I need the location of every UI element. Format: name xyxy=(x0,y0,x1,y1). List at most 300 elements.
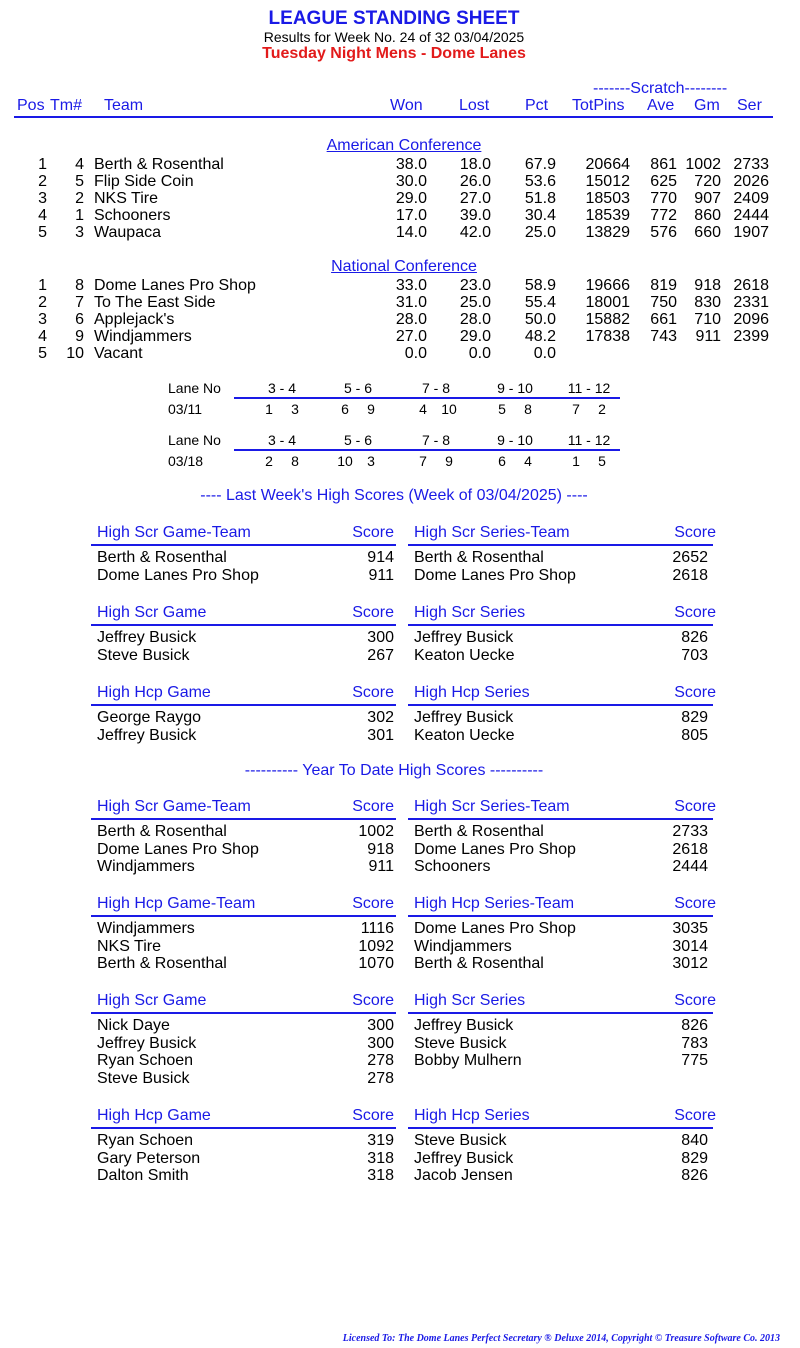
cell-totpins: 15882 xyxy=(585,311,630,328)
cell-tm: 10 xyxy=(66,345,84,362)
score-value: 826 xyxy=(681,1167,708,1184)
score-value: 829 xyxy=(681,709,708,726)
lane-pair: 9 - 10 xyxy=(497,432,533,448)
bowler-name: Nick Daye xyxy=(97,1017,170,1034)
high-score-table-header xyxy=(91,798,396,820)
cell-ser: 2409 xyxy=(733,190,769,207)
high-score-table-header xyxy=(408,798,716,820)
cell-pct: 53.6 xyxy=(524,173,556,190)
ytd-title: ---------- Year To Date High Scores ---------- xyxy=(244,762,544,779)
cell-tm: 7 xyxy=(75,294,84,311)
cell-gm: 860 xyxy=(694,207,721,224)
lane-rule xyxy=(234,397,620,399)
high-score-row xyxy=(91,858,396,876)
col-lost: Lost xyxy=(459,97,490,114)
cell-won: 33.0 xyxy=(395,277,427,294)
score-label: Score xyxy=(352,798,394,815)
standings-row xyxy=(0,277,800,294)
cell-pct: 67.9 xyxy=(524,156,556,173)
cell-lost: 39.0 xyxy=(459,207,491,224)
high-score-row xyxy=(91,938,396,956)
high-score-row xyxy=(91,1132,396,1150)
table-title: High Hcp Series-Team xyxy=(414,895,575,912)
bowler-name: Jeffrey Busick xyxy=(97,1034,197,1052)
high-score-row xyxy=(408,1150,713,1168)
bowler-name: Berth & Rosenthal xyxy=(414,823,544,840)
high-score-row xyxy=(408,920,713,938)
matchup-team: 6 xyxy=(498,453,506,469)
cell-pct: 48.2 xyxy=(524,328,556,345)
bowler-name: Ryan Schoen xyxy=(97,1052,194,1069)
standings-row xyxy=(0,224,800,241)
high-score-row xyxy=(408,841,713,859)
cell-won: 31.0 xyxy=(395,294,427,311)
cell-pos: 2 xyxy=(38,294,47,311)
cell-pos: 1 xyxy=(38,156,47,173)
score-value: 300 xyxy=(367,1017,394,1034)
high-score-row xyxy=(91,1017,396,1035)
standings-row xyxy=(0,345,800,362)
matchup-team: 4 xyxy=(419,401,427,417)
high-score-table-header xyxy=(408,604,716,626)
high-score-row xyxy=(91,629,396,647)
high-score-row xyxy=(408,629,713,647)
cell-team: Berth & Rosenthal xyxy=(94,156,224,173)
cell-ave: 576 xyxy=(650,224,677,241)
cell-won: 28.0 xyxy=(395,311,427,328)
score-value: 783 xyxy=(681,1034,708,1052)
high-score-row xyxy=(408,955,713,973)
cell-team: Vacant xyxy=(94,345,143,362)
cell-ser: 2399 xyxy=(733,328,769,345)
cell-gm: 830 xyxy=(694,294,721,311)
cell-won: 14.0 xyxy=(395,224,427,241)
score-value: 302 xyxy=(367,709,394,726)
high-score-table xyxy=(91,798,396,876)
matchup-team: 10 xyxy=(337,453,353,469)
cell-won: 0.0 xyxy=(404,345,427,362)
cell-won: 29.0 xyxy=(395,190,427,207)
bowler-name: Berth & Rosenthal xyxy=(414,549,544,566)
score-label: Score xyxy=(674,1107,716,1124)
cell-pos: 1 xyxy=(38,277,47,294)
cell-tm: 1 xyxy=(75,207,84,224)
bowler-name: Gary Peterson xyxy=(97,1149,201,1167)
standings-row xyxy=(0,207,800,224)
high-score-row xyxy=(408,858,713,876)
score-value: 1092 xyxy=(358,937,394,955)
col-totpins: TotPins xyxy=(572,97,625,114)
table-title: High Hcp Series xyxy=(414,1107,530,1124)
cell-team: Schooners xyxy=(94,207,171,224)
bowler-name: Jeffrey Busick xyxy=(97,629,197,646)
bowler-name: Steve Busick xyxy=(414,1034,507,1052)
cell-won: 17.0 xyxy=(395,207,427,224)
cell-tm: 9 xyxy=(75,328,84,345)
high-score-row xyxy=(408,709,713,727)
high-score-table xyxy=(91,524,396,584)
score-value: 2733 xyxy=(672,823,708,840)
schedule-date: 03/11 xyxy=(168,401,202,417)
cell-lost: 29.0 xyxy=(459,328,491,345)
cell-ser: 1907 xyxy=(733,224,769,241)
high-score-table xyxy=(91,895,396,973)
score-value: 840 xyxy=(681,1132,708,1149)
matchup-team: 3 xyxy=(291,401,299,417)
bowler-name: Dalton Smith xyxy=(97,1167,189,1184)
high-score-table xyxy=(91,684,396,744)
lane-pair: 3 - 4 xyxy=(267,432,296,448)
score-value: 1116 xyxy=(360,920,394,937)
high-score-row xyxy=(91,1035,396,1053)
score-label: Score xyxy=(352,684,394,701)
matchup-team: 9 xyxy=(445,453,453,469)
lane-pair: 11 - 12 xyxy=(567,380,611,396)
matchup-team: 5 xyxy=(598,453,606,469)
cell-ser: 2026 xyxy=(733,173,769,190)
cell-tm: 3 xyxy=(75,224,84,241)
high-score-row xyxy=(91,709,396,727)
lane-pair: 9 - 10 xyxy=(497,380,533,396)
lane-no-label: Lane No xyxy=(168,432,221,448)
cell-gm: 720 xyxy=(694,173,721,190)
score-value: 318 xyxy=(367,1149,394,1167)
bowler-name: Steve Busick xyxy=(414,1132,507,1149)
cell-gm: 660 xyxy=(694,224,721,241)
matchup-team: 3 xyxy=(367,453,375,469)
cell-ave: 625 xyxy=(650,173,677,190)
header-rule xyxy=(14,116,773,118)
high-score-table-header xyxy=(91,604,396,626)
score-value: 300 xyxy=(367,629,394,646)
matchup-team: 2 xyxy=(598,401,606,417)
table-title: High Hcp Game xyxy=(97,1107,211,1124)
cell-gm: 710 xyxy=(694,311,721,328)
table-title: High Scr Game-Team xyxy=(97,798,251,815)
score-value: 278 xyxy=(367,1069,394,1087)
score-label: Score xyxy=(674,895,716,912)
cell-lost: 25.0 xyxy=(459,294,491,311)
score-value: 3012 xyxy=(672,955,708,972)
bowler-name: Berth & Rosenthal xyxy=(97,823,227,840)
high-score-table xyxy=(91,1107,396,1185)
cell-totpins: 13829 xyxy=(585,224,630,241)
cell-lost: 42.0 xyxy=(459,224,491,241)
score-label: Score xyxy=(352,604,394,621)
cell-lost: 26.0 xyxy=(459,173,491,190)
bowler-name: Jeffrey Busick xyxy=(414,1149,514,1167)
table-title: High Scr Series xyxy=(414,992,526,1009)
high-score-row xyxy=(91,1070,396,1088)
scratch-group-label: -------Scratch-------- xyxy=(593,80,728,97)
cell-lost: 28.0 xyxy=(459,311,491,328)
bowler-name: Jeffrey Busick xyxy=(414,629,514,646)
cell-ser: 2733 xyxy=(733,156,769,173)
sheet-subtitle: Results for Week No. 24 of 32 03/04/2025 xyxy=(263,29,525,45)
bowler-name: Dome Lanes Pro Shop xyxy=(97,840,259,858)
cell-ave: 772 xyxy=(650,207,677,224)
score-value: 3014 xyxy=(672,937,708,955)
cell-gm: 918 xyxy=(694,277,721,294)
high-score-table xyxy=(408,604,716,664)
league-name: Tuesday Night Mens - Dome Lanes xyxy=(262,45,526,62)
high-score-row xyxy=(91,1052,396,1070)
license-footer: Licensed To: The Dome Lanes Perfect Secretary ® Deluxe 2014, Copyright © Treasure Software Co. 2013 xyxy=(342,1333,780,1344)
bowler-name: Steve Busick xyxy=(97,1069,190,1087)
high-score-table xyxy=(408,524,716,584)
cell-lost: 23.0 xyxy=(459,277,491,294)
bowler-name: Keaton Uecke xyxy=(414,646,515,664)
bowler-name: Windjammers xyxy=(97,858,195,875)
matchup-team: 6 xyxy=(341,401,349,417)
cell-tm: 4 xyxy=(75,156,84,173)
high-score-table-header xyxy=(408,684,716,706)
score-value: 318 xyxy=(367,1167,394,1184)
table-title: High Hcp Game xyxy=(97,684,211,701)
high-score-table xyxy=(408,1107,716,1185)
lane-pair: 5 - 6 xyxy=(343,380,372,396)
bowler-name: Dome Lanes Pro Shop xyxy=(414,566,576,584)
lane-pair: 5 - 6 xyxy=(343,432,372,448)
standings-row xyxy=(0,173,800,190)
high-score-row xyxy=(408,549,713,567)
high-score-row xyxy=(408,727,713,745)
score-label: Score xyxy=(674,684,716,701)
bowler-name: Jeffrey Busick xyxy=(414,709,514,726)
high-score-table xyxy=(408,684,716,744)
cell-totpins: 18503 xyxy=(585,190,630,207)
cell-gm: 911 xyxy=(695,328,721,345)
bowler-name: Berth & Rosenthal xyxy=(414,955,544,972)
high-score-row xyxy=(91,647,396,665)
table-title: High Scr Game xyxy=(97,992,207,1009)
standings-row xyxy=(0,311,800,328)
score-label: Score xyxy=(352,524,394,541)
col-team: Team xyxy=(104,97,144,114)
standings-row xyxy=(0,190,800,207)
cell-ser: 2096 xyxy=(733,311,769,328)
score-value: 2652 xyxy=(672,549,708,566)
score-label: Score xyxy=(674,604,716,621)
cell-won: 27.0 xyxy=(395,328,427,345)
lane-pair: 3 - 4 xyxy=(267,380,296,396)
high-score-row xyxy=(91,1167,396,1185)
matchup-team: 5 xyxy=(498,401,506,417)
matchup-team: 10 xyxy=(441,401,457,417)
cell-team: Flip Side Coin xyxy=(94,173,194,190)
matchup-team: 9 xyxy=(367,401,375,417)
lane-pair: 11 - 12 xyxy=(567,432,611,448)
bowler-name: Windjammers xyxy=(97,920,195,937)
score-value: 319 xyxy=(367,1132,394,1149)
table-title: High Scr Series-Team xyxy=(414,524,570,541)
bowler-name: Berth & Rosenthal xyxy=(97,955,227,972)
lane-pair: 7 - 8 xyxy=(421,432,450,448)
score-value: 2618 xyxy=(672,840,708,858)
cell-ave: 819 xyxy=(650,277,677,294)
table-title: High Hcp Series xyxy=(414,684,530,701)
cell-totpins: 19666 xyxy=(585,277,630,294)
matchup-team: 7 xyxy=(572,401,580,417)
matchup-team: 8 xyxy=(291,453,299,469)
col-won: Won xyxy=(390,97,423,114)
bowler-name: Jacob Jensen xyxy=(414,1167,513,1184)
bowler-name: Bobby Mulhern xyxy=(414,1052,522,1069)
high-score-row xyxy=(408,1017,713,1035)
high-score-row xyxy=(91,920,396,938)
high-score-row xyxy=(408,1035,713,1053)
col-ave: Ave xyxy=(647,97,675,114)
sheet-title: LEAGUE STANDING SHEET xyxy=(268,8,520,29)
score-value: 2444 xyxy=(672,858,708,875)
lane-rule xyxy=(234,449,620,451)
high-score-row xyxy=(408,823,713,841)
score-label: Score xyxy=(352,992,394,1009)
cell-ser: 2618 xyxy=(733,277,769,294)
score-value: 1070 xyxy=(358,955,394,972)
cell-pct: 51.8 xyxy=(524,190,556,207)
cell-team: NKS Tire xyxy=(94,190,159,207)
cell-pos: 3 xyxy=(38,311,47,328)
high-score-table-header xyxy=(91,895,396,917)
cell-pos: 3 xyxy=(38,190,47,207)
score-value: 911 xyxy=(368,566,394,584)
standings-row xyxy=(0,156,800,173)
high-score-table xyxy=(408,895,716,973)
high-score-row xyxy=(408,1052,713,1070)
score-value: 826 xyxy=(681,629,708,646)
cell-pct: 50.0 xyxy=(524,311,556,328)
table-title: High Hcp Game-Team xyxy=(97,895,256,912)
high-score-table xyxy=(408,798,716,876)
matchup-team: 7 xyxy=(419,453,427,469)
bowler-name: George Raygo xyxy=(97,709,202,726)
high-score-table xyxy=(408,992,716,1070)
col-tm: Tm# xyxy=(50,97,82,114)
high-score-table-header xyxy=(408,1107,716,1129)
matchup-team: 1 xyxy=(572,453,580,469)
score-value: 918 xyxy=(367,840,394,858)
matchup-team: 1 xyxy=(265,401,273,417)
cell-ave: 770 xyxy=(650,190,677,207)
matchup-team: 2 xyxy=(265,453,273,469)
matchup-team: 4 xyxy=(524,453,532,469)
col-ser: Ser xyxy=(737,97,762,114)
score-label: Score xyxy=(674,992,716,1009)
cell-pos: 4 xyxy=(38,328,47,345)
table-title: High Scr Series-Team xyxy=(414,798,570,815)
high-score-row xyxy=(91,823,396,841)
schedule-date: 03/18 xyxy=(168,453,204,469)
high-score-table-header xyxy=(408,524,716,546)
cell-team: To The East Side xyxy=(94,294,216,311)
last-week-title: ---- Last Week's High Scores (Week of 03/04/2025) ---- xyxy=(200,487,588,504)
cell-pct: 58.9 xyxy=(524,277,556,294)
score-value: 1002 xyxy=(358,823,394,840)
conference-title: National Conference xyxy=(331,258,477,275)
lane-no-label: Lane No xyxy=(168,380,221,396)
score-label: Score xyxy=(352,1107,394,1124)
high-score-row xyxy=(408,1167,713,1185)
cell-pct: 25.0 xyxy=(524,224,556,241)
score-value: 301 xyxy=(367,726,394,744)
bowler-name: Windjammers xyxy=(414,937,512,955)
cell-pct: 30.4 xyxy=(524,207,556,224)
conference-title: American Conference xyxy=(326,137,482,154)
score-label: Score xyxy=(352,895,394,912)
cell-team: Applejack's xyxy=(94,311,175,328)
high-score-table xyxy=(91,604,396,664)
high-score-row xyxy=(408,1132,713,1150)
cell-gm: 907 xyxy=(694,190,721,207)
score-value: 267 xyxy=(367,646,394,664)
score-value: 3035 xyxy=(672,920,708,937)
score-value: 775 xyxy=(681,1052,708,1069)
high-score-table-header xyxy=(408,895,716,917)
bowler-name: Keaton Uecke xyxy=(414,726,515,744)
cell-ave: 861 xyxy=(650,156,677,173)
cell-ser: 2444 xyxy=(733,207,769,224)
table-title: High Scr Series xyxy=(414,604,526,621)
high-score-table-header xyxy=(408,992,716,1014)
cell-won: 30.0 xyxy=(395,173,427,190)
cell-pct: 0.0 xyxy=(533,345,556,362)
score-value: 703 xyxy=(681,646,708,664)
col-pct: Pct xyxy=(525,97,549,114)
high-score-row xyxy=(91,1150,396,1168)
score-value: 911 xyxy=(368,858,394,875)
high-score-table-header xyxy=(91,524,396,546)
cell-totpins: 15012 xyxy=(585,173,630,190)
score-label: Score xyxy=(674,798,716,815)
bowler-name: Schooners xyxy=(414,858,491,875)
bowler-name: Dome Lanes Pro Shop xyxy=(97,566,259,584)
bowler-name: Dome Lanes Pro Shop xyxy=(414,840,576,858)
high-score-table-header xyxy=(91,1107,396,1129)
score-value: 805 xyxy=(681,726,708,744)
high-score-row xyxy=(91,841,396,859)
bowler-name: Steve Busick xyxy=(97,646,190,664)
high-score-row xyxy=(91,567,396,585)
bowler-name: Berth & Rosenthal xyxy=(97,549,227,566)
cell-team: Windjammers xyxy=(94,328,192,345)
cell-ave: 743 xyxy=(650,328,677,345)
score-value: 826 xyxy=(681,1017,708,1034)
matchup-team: 8 xyxy=(524,401,532,417)
col-gm: Gm xyxy=(694,97,720,114)
bowler-name: Jeffrey Busick xyxy=(97,726,197,744)
bowler-name: Jeffrey Busick xyxy=(414,1017,514,1034)
high-score-row xyxy=(91,727,396,745)
cell-team: Dome Lanes Pro Shop xyxy=(94,277,256,294)
score-value: 914 xyxy=(367,549,394,566)
high-score-row xyxy=(408,567,713,585)
cell-gm: 1002 xyxy=(685,156,721,173)
high-score-row xyxy=(91,955,396,973)
cell-ave: 750 xyxy=(650,294,677,311)
cell-lost: 18.0 xyxy=(459,156,491,173)
score-value: 2618 xyxy=(672,566,708,584)
cell-totpins: 17838 xyxy=(585,328,630,345)
bowler-name: Ryan Schoen xyxy=(97,1132,194,1149)
cell-tm: 6 xyxy=(75,311,84,328)
high-score-row xyxy=(408,938,713,956)
cell-pct: 55.4 xyxy=(524,294,556,311)
standings-row xyxy=(0,294,800,311)
cell-totpins: 20664 xyxy=(585,156,630,173)
cell-tm: 8 xyxy=(75,277,84,294)
cell-won: 38.0 xyxy=(395,156,427,173)
